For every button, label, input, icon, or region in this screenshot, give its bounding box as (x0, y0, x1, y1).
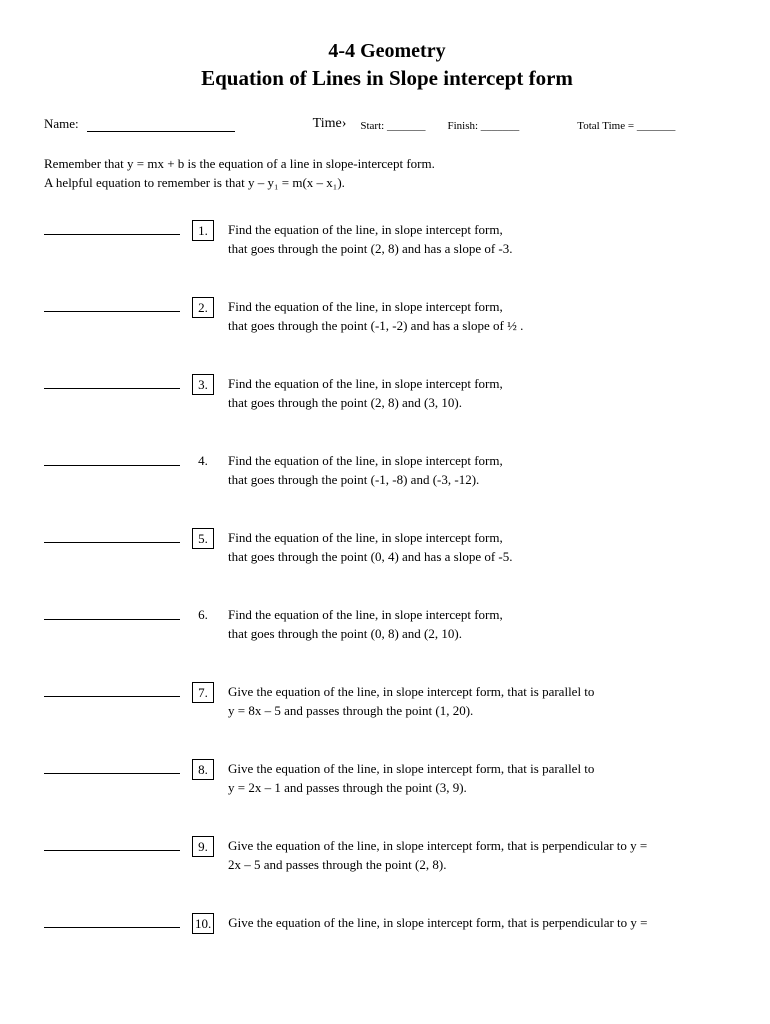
problem-number: 10. (192, 913, 214, 934)
problem-text (228, 374, 730, 412)
problem-row-10 (44, 913, 730, 934)
answer-blank[interactable] (44, 759, 180, 774)
problem-text-line2: that goes through the point (2, 8) and has a slope of -3. (228, 241, 513, 256)
answer-blank[interactable] (44, 297, 180, 312)
problem-text-line1: Give the equation of the line, in slope intercept form, that is parallel to (228, 684, 595, 699)
problem-text-line1: Find the equation of the line, in slope intercept form, (228, 453, 503, 468)
problem-row-8 (44, 759, 730, 797)
problem-row-3 (44, 374, 730, 412)
problem-text (228, 913, 730, 932)
problem-row-7 (44, 682, 730, 720)
answer-blank[interactable] (44, 220, 180, 235)
problem-number: 8. (192, 759, 214, 780)
answer-blank[interactable] (44, 528, 180, 543)
problem-text-line1: Give the equation of the line, in slope intercept form, that is perpendicular to y = (228, 915, 648, 930)
problem-text-line1: Find the equation of the line, in slope intercept form, (228, 530, 503, 545)
answer-blank[interactable] (44, 836, 180, 851)
intro-text (44, 154, 730, 192)
page-title (44, 38, 730, 92)
name-label: Name: (44, 116, 79, 131)
problem-number: 2. (192, 297, 214, 318)
problem-text (228, 682, 730, 720)
answer-blank[interactable] (44, 605, 180, 620)
problem-text-line2: that goes through the point (-1, -8) and (-3, -12). (228, 472, 480, 487)
problem-text-line2: that goes through the point (2, 8) and (3, 10). (228, 395, 462, 410)
start-label[interactable]: Start: _______ (360, 120, 426, 132)
problem-number: 4. (198, 453, 208, 468)
problem-text-line2: 2x – 5 and passes through the point (2, 8). (228, 857, 447, 872)
problem-number: 3. (192, 374, 214, 395)
time-label: Time› (312, 116, 347, 131)
title-line1: 4-4 Geometry (328, 40, 446, 62)
problem-row-9 (44, 836, 730, 874)
problem-number: 1. (192, 220, 214, 241)
problem-number: 7. (192, 682, 214, 703)
problem-row-5 (44, 528, 730, 566)
problem-text-line1: Find the equation of the line, in slope intercept form, (228, 607, 503, 622)
problem-text-line1: Give the equation of the line, in slope intercept form, that is parallel to (228, 761, 595, 776)
problem-text-line2: that goes through the point (0, 4) and has a slope of -5. (228, 549, 513, 564)
problem-text (228, 220, 730, 258)
answer-blank[interactable] (44, 913, 180, 928)
problems-list (44, 220, 730, 934)
intro-line1: Remember that y = mx + b is the equation of a line in slope-intercept form. (44, 156, 435, 171)
problem-text (228, 759, 730, 797)
answer-blank[interactable] (44, 374, 180, 389)
problem-text-line2: y = 8x – 5 and passes through the point (1, 20). (228, 703, 474, 718)
answer-blank[interactable] (44, 682, 180, 697)
problem-text-line2: y = 2x – 1 and passes through the point (3, 9). (228, 780, 467, 795)
problem-number: 9. (192, 836, 214, 857)
intro-line2: A helpful equation to remember is that y – y₁ = m(x – x₁). (44, 175, 345, 190)
problem-row-4 (44, 451, 730, 489)
problem-text-line1: Find the equation of the line, in slope intercept form, (228, 376, 503, 391)
problem-text (228, 836, 730, 874)
total-time-label[interactable]: Total Time = _______ (577, 120, 676, 132)
finish-label[interactable]: Finish: _______ (447, 120, 520, 132)
problem-text-line2: that goes through the point (-1, -2) and has a slope of ½ . (228, 318, 524, 333)
problem-text-line1: Give the equation of the line, in slope intercept form, that is perpendicular to y = (228, 838, 648, 853)
problem-row-2 (44, 297, 730, 335)
problem-text (228, 605, 730, 643)
problem-row-1 (44, 220, 730, 258)
info-row (44, 116, 730, 132)
problem-number: 6. (198, 607, 208, 622)
name-blank[interactable] (87, 118, 235, 132)
title-line2: Equation of Lines in Slope intercept form (201, 66, 573, 90)
problem-text (228, 528, 730, 566)
problem-text (228, 451, 730, 489)
problem-number: 5. (192, 528, 214, 549)
problem-text-line1: Find the equation of the line, in slope intercept form, (228, 299, 503, 314)
answer-blank[interactable] (44, 451, 180, 466)
problem-text-line1: Find the equation of the line, in slope intercept form, (228, 222, 503, 237)
problem-text (228, 297, 730, 335)
problem-row-6 (44, 605, 730, 643)
problem-text-line2: that goes through the point (0, 8) and (2, 10). (228, 626, 462, 641)
